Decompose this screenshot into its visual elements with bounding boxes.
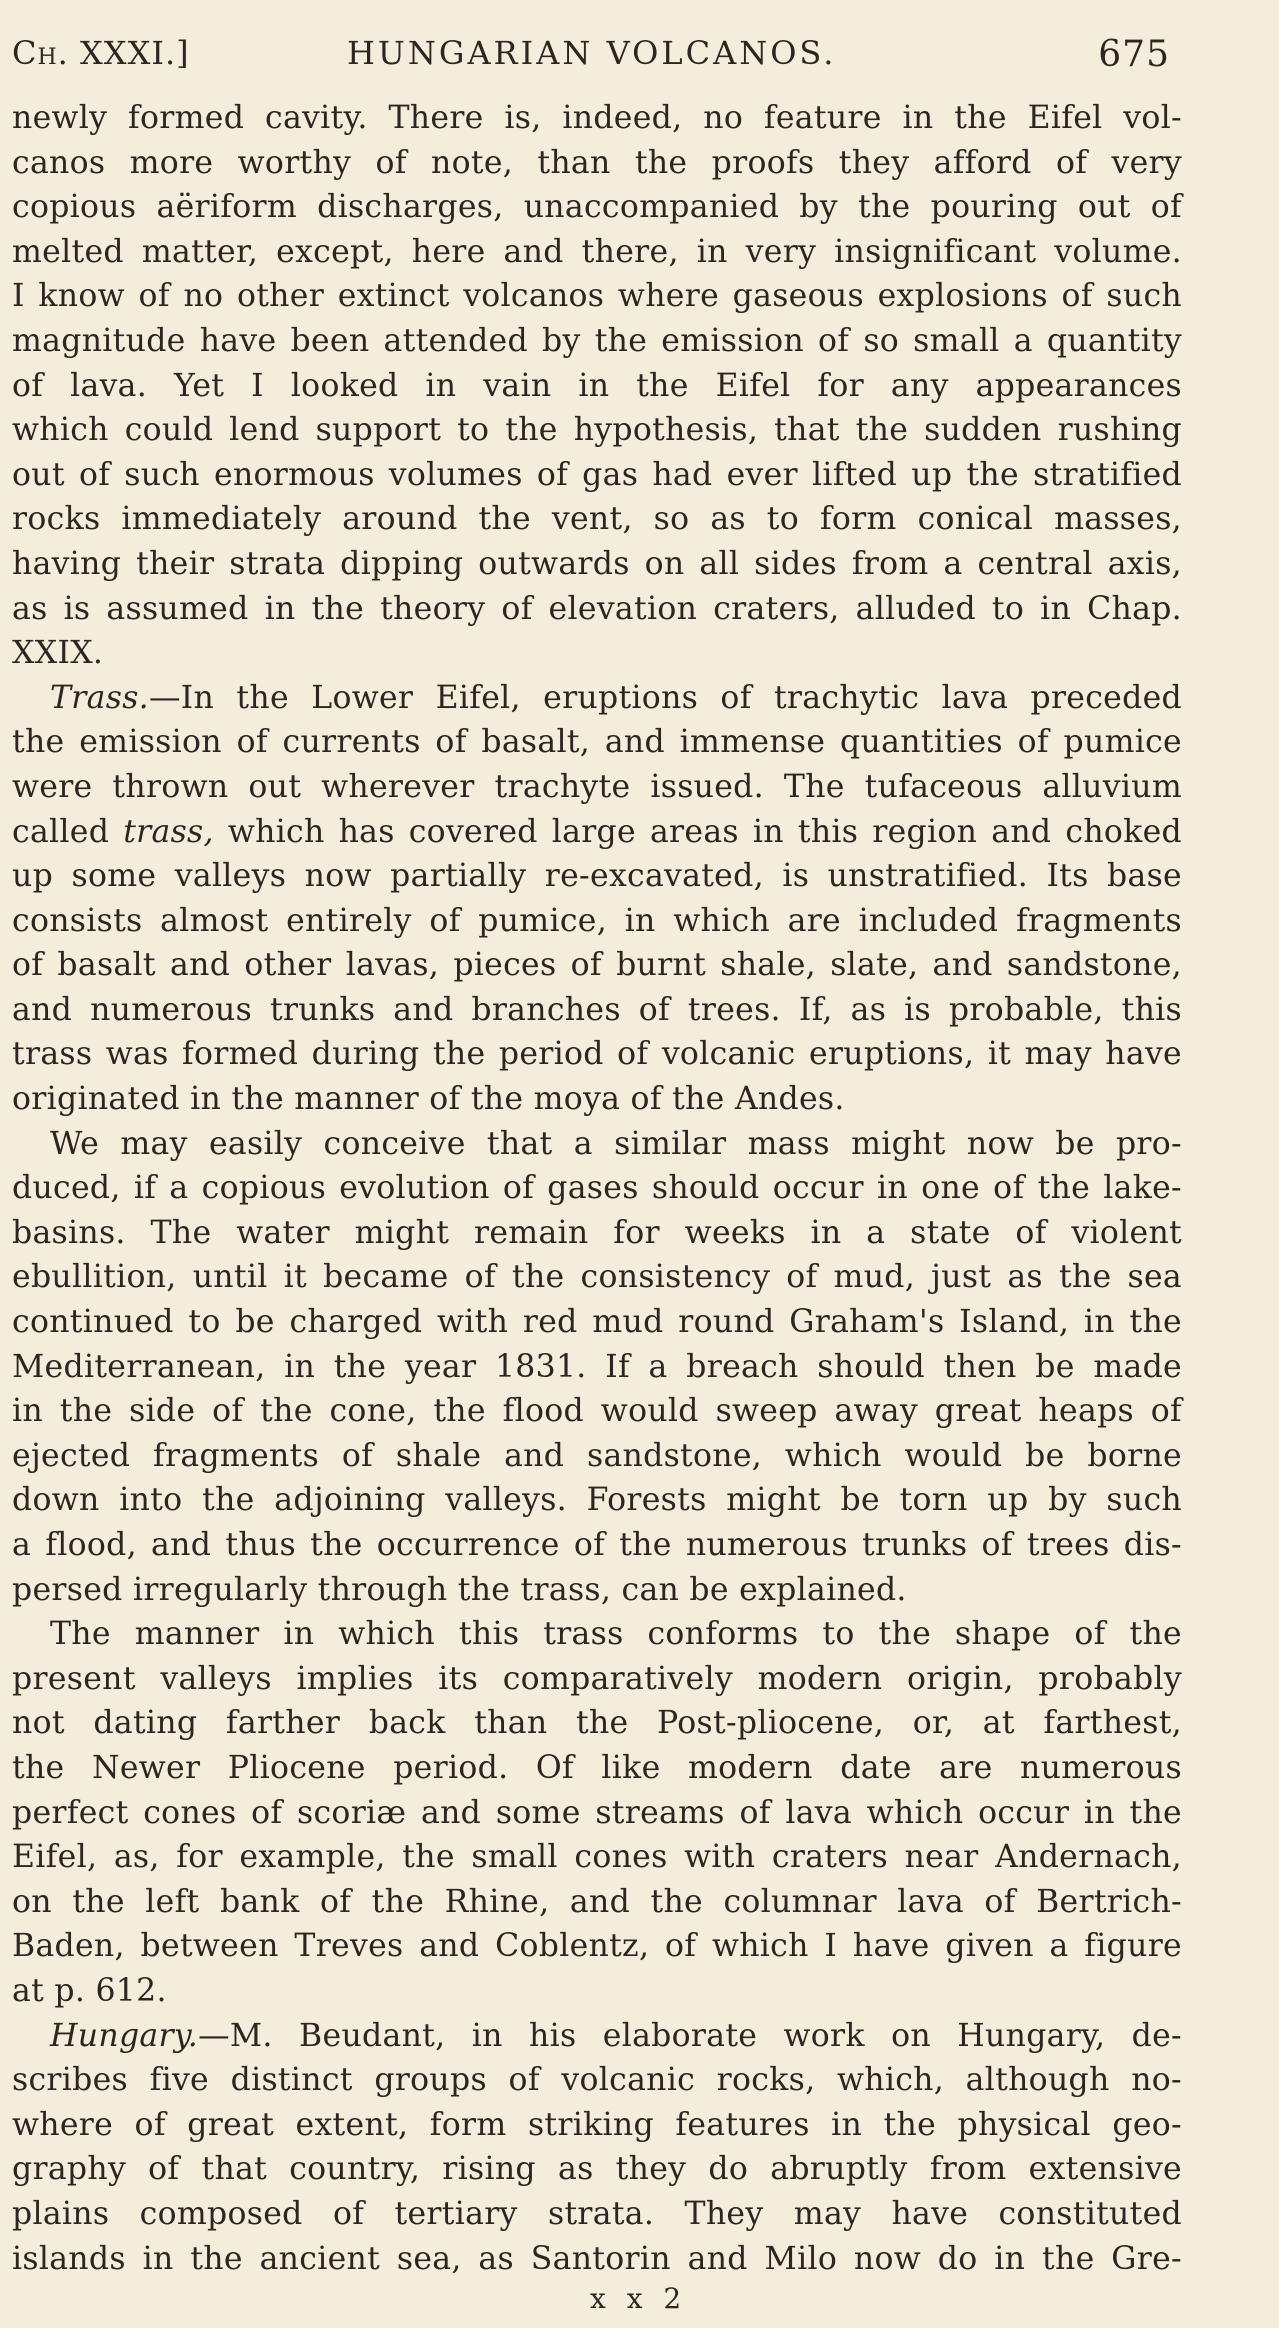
text-line — [12, 1255, 1182, 1300]
line-text: not dating farther back than the Post-pliocene, or, at farthest, — [12, 1705, 1182, 1742]
running-title: HUNGARIAN VOLCANOS. — [347, 34, 837, 72]
line-text: basins. The water might remain for weeks in a state of violent — [12, 1214, 1182, 1251]
text-line — [12, 1389, 1182, 1434]
line-text: which could lend support to the hypothesis, that the sudden rushing — [12, 412, 1182, 449]
line-text: were thrown out wherever trachyte issued. The tufaceous alluvium — [12, 768, 1182, 805]
text-line — [12, 1345, 1182, 1390]
line-text: where of great extent, form striking features in the physical geo- — [12, 2106, 1182, 2143]
line-text: originated in the manner of the moya of the Andes. — [12, 1081, 845, 1118]
line-text: perfect cones of scoriæ and some streams of lava which occur in the — [12, 1794, 1182, 1831]
line-text: —In the Lower Eifel, eruptions of trachytic lava preceded — [149, 679, 1182, 716]
text-line — [12, 1791, 1182, 1836]
text-line — [12, 676, 1182, 721]
line-text: the emission of currents of basalt, and immense quantities of pumice — [12, 724, 1182, 761]
text-line — [12, 1969, 1182, 2014]
text-line — [12, 899, 1182, 944]
text-line — [12, 1701, 1182, 1746]
section-heading: Trass. — [50, 679, 149, 716]
text-line — [12, 1835, 1182, 1880]
line-text: of lava. Yet I looked in vain in the Eifel for any appearances — [12, 367, 1182, 404]
body-text — [12, 96, 1182, 2281]
text-line — [12, 943, 1182, 988]
text-line — [12, 1166, 1182, 1211]
line-text: a flood, and thus the occurrence of the numerous trunks of trees dis- — [12, 1527, 1182, 1563]
line-text: persed irregularly through the trass, can be explained. — [12, 1571, 907, 1608]
line-text: up some valleys now partially re-excavated, is unstratified. Its base — [12, 858, 1182, 895]
line-text: trass was formed during the period of volcanic eruptions, it may have — [12, 1036, 1182, 1073]
line-text: continued to be charged with red mud round Graham's Island, in the — [12, 1304, 1182, 1341]
line-text: Eifel, as, for example, the small cones with craters near Andernach, — [12, 1839, 1182, 1876]
text-line — [12, 1032, 1182, 1077]
signature-mark: x x 2 — [590, 2282, 688, 2315]
text-line — [12, 2192, 1182, 2237]
text-line — [12, 542, 1182, 587]
line-text: newly formed cavity. There is, indeed, no feature in the Eifel vol- — [12, 100, 1182, 136]
line-text: islands in the ancient sea, as Santorin and Milo now do in the Gre- — [12, 2240, 1182, 2277]
line-text: rocks immediately around the vent, so as to form conical masses, — [12, 501, 1182, 538]
text-line — [12, 720, 1182, 765]
text-line — [12, 1478, 1182, 1523]
text-line — [12, 408, 1182, 453]
line-text: —M. Beudant, in his elaborate work on Hungary, de- — [198, 2017, 1182, 2054]
text-line — [12, 1300, 1182, 1345]
running-head — [12, 34, 1170, 78]
text-line — [12, 988, 1182, 1033]
italic-term: trass, — [123, 813, 214, 850]
line-text: magnitude have been attended by the emission of so small a quantity — [12, 322, 1182, 359]
text-line — [12, 2014, 1182, 2059]
line-text: duced, if a copious evolution of gases should occur in one of the lake- — [12, 1170, 1182, 1207]
text-line — [12, 2147, 1182, 2192]
line-text: out of such enormous volumes of gas had ever lifted up the stratified — [12, 456, 1182, 493]
line-text: copious aëriform discharges, unaccompanied by the pouring out of — [12, 189, 1182, 226]
text-line — [12, 2103, 1182, 2148]
line-text: graphy of that country, rising as they do abruptly from extensive — [12, 2151, 1182, 2188]
text-line — [12, 631, 1182, 676]
line-text: scribes five distinct groups of volcanic rocks, which, although no- — [12, 2062, 1182, 2099]
line-text: present valleys implies its comparatively modern origin, probably — [12, 1660, 1182, 1697]
line-text: ebullition, until it became of the consistency of mud, just as the sea — [12, 1259, 1182, 1296]
line-text: down into the adjoining valleys. Forests might be torn up by such — [12, 1482, 1182, 1519]
text-line — [12, 1612, 1182, 1657]
line-text: ejected fragments of shale and sandstone, which would be borne — [12, 1437, 1182, 1474]
line-text: in the side of the cone, the flood would sweep away great heaps of — [12, 1393, 1182, 1430]
text-line — [12, 274, 1182, 319]
line-text: called — [12, 813, 124, 850]
line-text: which has covered large areas in this region and choked — [213, 813, 1182, 850]
text-line — [12, 854, 1182, 899]
line-text: I know of no other extinct volcanos where gaseous explosions of such — [12, 278, 1182, 315]
text-line — [12, 453, 1182, 498]
line-text: as is assumed in the theory of elevation craters, alluded to in Chap. — [12, 590, 1182, 627]
line-text: Baden, between Treves and Coblentz, of which I have given a figure — [12, 1928, 1182, 1965]
text-line — [12, 1434, 1182, 1479]
line-text: the Newer Pliocene period. Of like modern date are numerous — [12, 1749, 1182, 1786]
line-text: on the left bank of the Rhine, and the columnar lava of Bertrich- — [12, 1883, 1182, 1920]
line-text: melted matter, except, here and there, in very insignificant volume. — [12, 233, 1182, 270]
text-line — [12, 141, 1182, 186]
text-line — [12, 1568, 1182, 1613]
text-line — [12, 1211, 1182, 1256]
text-line — [12, 587, 1182, 632]
text-line — [12, 185, 1182, 230]
text-line — [12, 364, 1182, 409]
text-line — [12, 1122, 1182, 1167]
line-text: XXIX. — [12, 635, 104, 672]
text-line — [12, 230, 1182, 275]
text-line — [12, 96, 1182, 141]
line-text: at p. 612. — [12, 1972, 167, 2009]
line-text: and numerous trunks and branches of trees. If, as is probable, this — [12, 991, 1182, 1028]
line-text: Mediterranean, in the year 1831. If a breach should then be made — [12, 1348, 1182, 1385]
line-text: plains composed of tertiary strata. They may have constituted — [12, 2195, 1182, 2232]
line-text: of basalt and other lavas, pieces of burnt shale, slate, and sandstone, — [12, 947, 1182, 984]
text-line — [12, 1924, 1182, 1969]
text-line — [12, 1657, 1182, 1702]
text-line — [12, 765, 1182, 810]
text-line — [12, 497, 1182, 542]
line-text: We may easily conceive that a similar mass might now be pro- — [50, 1125, 1182, 1162]
text-line — [12, 319, 1182, 364]
line-text: having their strata dipping outwards on all sides from a central axis, — [12, 545, 1182, 582]
text-line — [12, 2237, 1182, 2282]
text-line — [12, 1880, 1182, 1925]
line-text: canos more worthy of note, than the proofs they afford of very — [12, 144, 1182, 181]
text-line — [12, 1746, 1182, 1791]
line-text: The manner in which this trass conforms to the shape of the — [50, 1616, 1182, 1653]
text-line — [12, 1077, 1182, 1122]
text-line — [12, 810, 1182, 855]
page-number: 675 — [1098, 34, 1170, 75]
section-heading: Hungary. — [50, 2017, 199, 2054]
text-line — [12, 2058, 1182, 2103]
text-line — [12, 1523, 1182, 1568]
chapter-reference: Ch. XXXI.] — [12, 34, 190, 72]
line-text: consists almost entirely of pumice, in which are included fragments — [12, 902, 1182, 939]
